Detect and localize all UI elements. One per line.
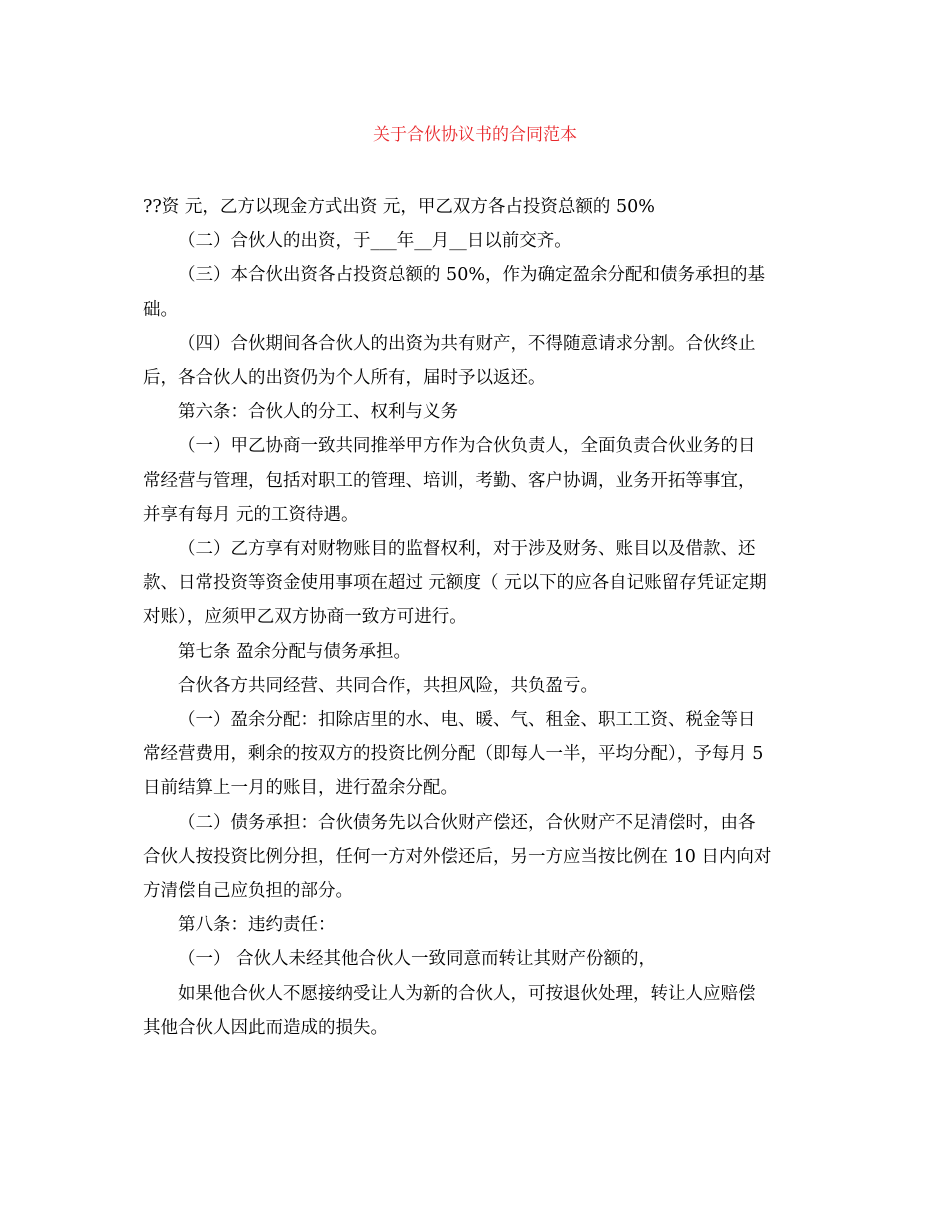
paragraph-line: （一）甲乙协商一致共同推举甲方作为合伙负责人，全面负责合伙业务的日 [178, 436, 756, 457]
paragraph-line: 其他合伙人因此而造成的损失。 [143, 1017, 388, 1038]
document-body [143, 190, 807, 1045]
paragraph-line: 日前结算上一月的账目，进行盈余分配。 [143, 778, 458, 799]
paragraph-line: 款、日常投资等资金使用事项在超过 元额度（ 元以下的应各自记账留存凭证定期 [143, 573, 767, 594]
paragraph-line: 后，各合伙人的出资仍为个人所有，届时予以返还。 [143, 368, 546, 389]
paragraph-line: 方清偿自己应负担的部分。 [143, 881, 353, 902]
section-heading: 第六条：合伙人的分工、权利与义务 [178, 402, 458, 423]
paragraph-line: 合伙各方共同经营、共同合作，共担风险，共负盈亏。 [178, 675, 598, 696]
document-title: 关于合伙协议书的合同范本 [373, 125, 577, 145]
paragraph-line: 并享有每月 元的工资待遇。 [143, 504, 359, 525]
paragraph-line: 如果他合伙人不愿接纳受让人为新的合伙人，可按退伙处理，转让人应赔偿 [178, 983, 756, 1004]
paragraph-line: （二）债务承担：合伙债务先以合伙财产偿还，合伙财产不足清偿时，由各 [178, 812, 756, 833]
paragraph-line: ??资 元，乙方以现金方式出资 元，甲乙双方各占投资总额的 50% [143, 197, 655, 217]
section-heading: 第七条 盈余分配与债务承担。 [178, 641, 412, 662]
paragraph-line: （二）乙方享有对财物账目的监督权利，对于涉及财务、账目以及借款、还 [178, 539, 756, 560]
paragraph-line: （一） 合伙人未经其他合伙人一致同意而转让其财产份额的， [178, 949, 657, 970]
paragraph-line: 常经营费用，剩余的按双方的投资比例分配（即每人一半，平均分配），予每月 5 [143, 744, 764, 765]
paragraph-line: 对账），应须甲乙双方协商一致方可进行。 [143, 607, 467, 628]
paragraph-line: 合伙人按投资比例分担，任何一方对外偿还后，另一方应当按比例在 10 日内向对 [143, 846, 772, 867]
paragraph-line: （三）本合伙出资各占投资总额的 50%，作为确定盈余分配和债务承担的基 [178, 265, 765, 286]
section-heading: 第八条：违约责任： [178, 915, 336, 936]
paragraph-line: 常经营与管理，包括对职工的管理、培训，考勤、客户协调，业务开拓等事宜， [143, 470, 756, 491]
paragraph-line: （一）盈余分配：扣除店里的水、电、暖、气、租金、职工工资、税金等日 [178, 710, 756, 731]
paragraph-line: （二）合伙人的出资，于___年__月__日以前交齐。 [178, 231, 572, 252]
paragraph-line: 础。 [143, 299, 178, 320]
paragraph-line: （四）合伙期间各合伙人的出资为共有财产，不得随意请求分割。合伙终止 [178, 333, 756, 354]
